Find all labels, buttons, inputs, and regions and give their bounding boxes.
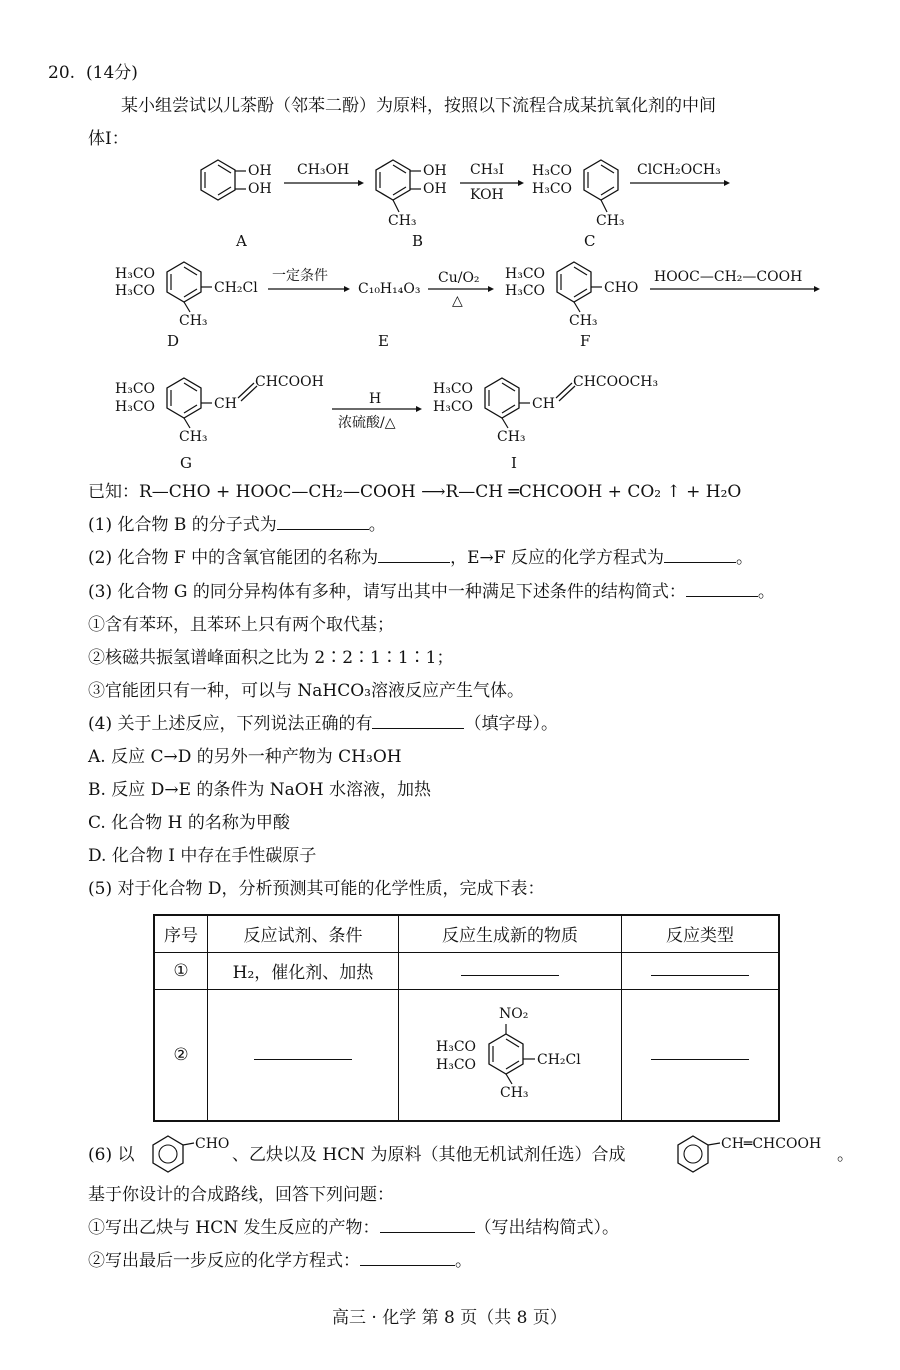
q6-sub2: ②写出最后一步反应的化学方程式： 。 [88,1251,472,1271]
nitro-ch2cl: CH₂Cl [537,1052,581,1068]
a-oh-1: OH [248,163,272,179]
reagent-cd: ClCH₂OCH₃ [637,162,721,178]
nitro-ch3: CH₃ [500,1085,529,1101]
intro-line-1: 某小组尝试以儿茶酚（邻苯二酚）为原料，按照以下流程合成某抗氧化剂的中间 [121,96,716,116]
label-e: E [378,332,389,350]
answer-blank[interactable] [380,1218,475,1233]
reagent-gi-top: H [369,391,382,407]
q6-cho: CHO [195,1136,230,1152]
nitro-h3co-2: H₃CO [436,1057,477,1073]
f-cho: CHO [604,280,639,296]
q6-prefix: (6) 以 [88,1145,135,1165]
i-ch: CH [532,396,555,412]
i-ch3: CH₃ [497,429,526,445]
i-h3co-2: H₃CO [433,399,474,415]
e-formula: C₁₀H₁₄O₃ [358,281,421,297]
q3: (3) 化合物 G 的同分异构体有多种，请写出其中一种满足下述条件的结构简式： 。 [88,582,775,602]
option-a: A. 反应 C→D 的另外一种产物为 CH₃OH [88,747,402,767]
c-h3co-2: H₃CO [532,181,573,197]
q6-end: 。 [837,1145,854,1165]
header-conditions: 反应试剂、条件 [208,915,399,952]
d-h3co-2: H₃CO [115,283,156,299]
condition-1: ①含有苯环，且苯环上只有两个取代基； [88,615,394,635]
c-ch3: CH₃ [596,213,625,229]
known-reaction: 已知：R—CHO + HOOC—CH₂—COOH ⟶R—CH ═CHCOOH + CO₂ ↑ + H₂O [88,482,742,502]
reagent-ef-bottom: △ [452,293,463,309]
row1-conditions: H₂，催化剂、加热 [208,952,399,989]
reagent-gi-bottom: 浓硫酸/△ [338,415,396,431]
reagent-ab: CH₃OH [297,162,350,178]
g-chcooh: CHCOOH [255,374,324,390]
b-oh-2: OH [423,181,447,197]
reagent-ef-top: Cu/O₂ [438,270,480,286]
g-ch: CH [214,396,237,412]
page-footer: 高三 · 化学 第 8 页（共 8 页） [332,1308,567,1328]
q6-product: CH═CHCOOH [721,1136,822,1152]
question-score: (14分) [86,63,138,83]
header-no: 序号 [154,915,208,952]
option-d: D. 化合物 I 中存在手性碳原子 [88,846,317,866]
q6-middle: 、乙炔以及 HCN 为原料（其他无机试剂任选）合成 [232,1145,626,1165]
d-h3co-1: H₃CO [115,266,156,282]
label-a: A [236,232,247,250]
condition-2: ②核磁共振氢谱峰面积之比为 2∶2∶1∶1∶1； [88,648,454,668]
condition-3: ③官能团只有一种，可以与 NaHCO₃溶液反应产生气体。 [88,681,524,701]
q6-base: 基于你设计的合成路线，回答下列问题： [88,1185,394,1205]
reagent-bc-bottom: KOH [470,187,504,203]
a-oh-2: OH [248,181,272,197]
f-ch3: CH₃ [569,313,598,329]
q2: (2) 化合物 F 中的含氧官能团的名称为 ，E→F 反应的化学方程式为 。 [88,548,753,568]
g-h3co-2: H₃CO [115,399,156,415]
reagent-de: 一定条件 [272,268,328,284]
option-c: C. 化合物 H 的名称为甲酸 [88,813,290,833]
i-chcooch3: CHCOOCH₃ [573,374,659,390]
label-f: F [580,332,591,350]
label-g: G [180,454,192,472]
reagent-fg: HOOC—CH₂—COOH [654,269,803,285]
row2-no: ② [154,989,208,1121]
label-b: B [412,232,424,250]
c-h3co-1: H₃CO [532,163,573,179]
d-ch3: CH₃ [179,313,208,329]
question-number: 20. [48,63,76,83]
q1: (1) 化合物 B 的分子式为 。 [88,515,386,535]
b-oh-1: OH [423,163,447,179]
row1-no: ① [154,952,208,989]
option-b: B. 反应 D→E 的条件为 NaOH 水溶液，加热 [88,780,431,800]
q6-sub1: ①写出乙炔与 HCN 发生反应的产物： （写出结构简式）。 [88,1218,620,1238]
ring-cinnamic [678,1136,708,1172]
b-ch3: CH₃ [388,213,417,229]
nitro-no2: NO₂ [499,1006,529,1022]
d-ch2cl: CH₂Cl [214,280,258,296]
i-h3co-1: H₃CO [433,381,474,397]
header-type: 反应类型 [622,915,780,952]
g-h3co-1: H₃CO [115,381,156,397]
q5: (5) 对于化合物 D，分析预测其可能的化学性质，完成下表： [88,879,545,899]
nitro-h3co-1: H₃CO [436,1039,477,1055]
header-product: 反应生成新的物质 [399,915,622,952]
g-ch3: CH₃ [179,429,208,445]
f-h3co-1: H₃CO [505,266,546,282]
f-h3co-2: H₃CO [505,283,546,299]
label-i: I [511,454,517,472]
intro-line-2: 体Ⅰ： [88,129,129,149]
answer-blank[interactable] [360,1251,455,1266]
reagent-bc-top: CH₃I [470,162,505,178]
label-c: C [584,232,596,250]
q4: (4) 关于上述反应，下列说法正确的有 （填字母）。 [88,714,558,734]
label-d: D [167,332,180,350]
